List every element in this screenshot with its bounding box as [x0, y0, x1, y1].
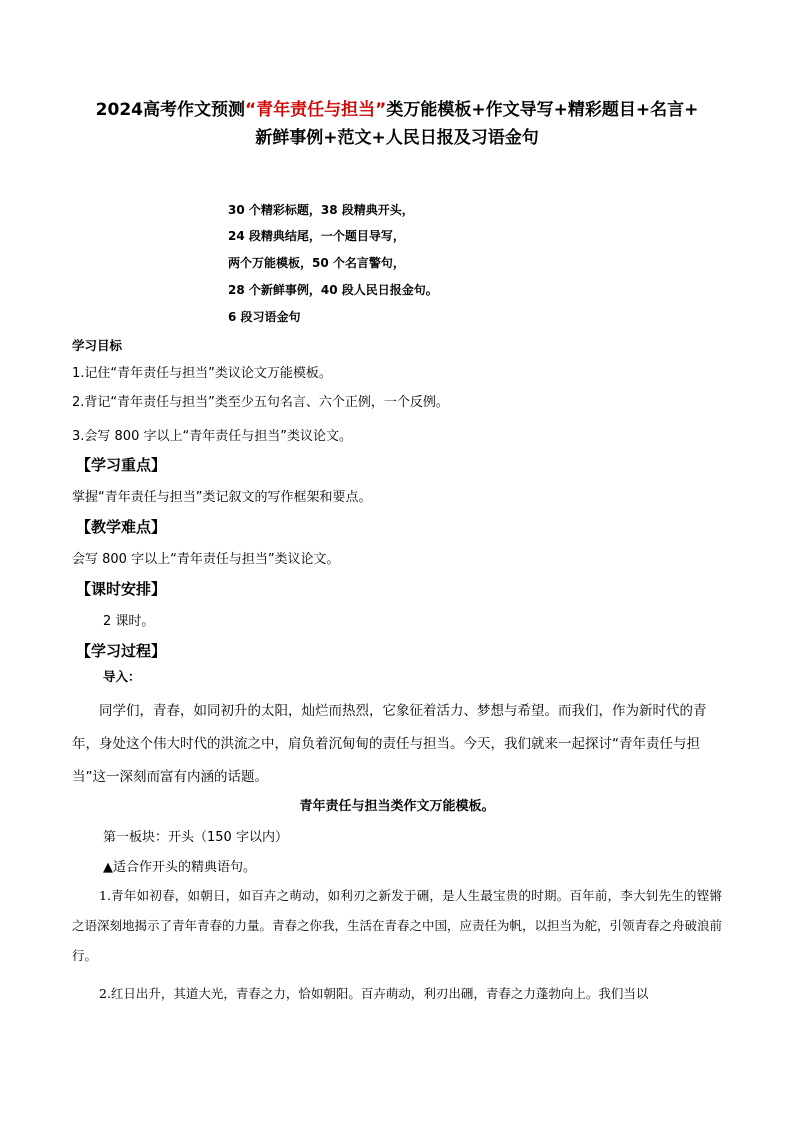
schedule-heading: 【课时安排】	[76, 580, 167, 598]
schedule-text: 2 课时。	[103, 614, 155, 629]
difficulty-text: 会写 800 字以上“青年责任与担当”类议论文。	[72, 552, 340, 567]
document-title-line1	[60, 96, 734, 124]
summary-line: 24 段精典结尾，一个题目导写，	[228, 229, 405, 243]
key-points-heading: 【学习重点】	[76, 456, 167, 474]
goal-item: 1.记住“青年责任与担当”类议论文万能模板。	[72, 366, 332, 381]
template-title: 青年责任与担当类作文万能模板。	[299, 799, 495, 814]
summary-line: 28 个新鲜事例，40 段人民日报金句。	[228, 283, 438, 297]
difficulty-heading: 【教学难点】	[76, 518, 167, 536]
intro-label: 导入：	[103, 669, 141, 684]
title-suffix: 类万能模板+作文导写+精彩题目+名言+	[386, 100, 699, 120]
goals-label: 学习目标	[72, 338, 123, 353]
intro-paragraph: 同学们，青春，如同初升的太阳，灿烂而热烈，它象征着活力、梦想与希望。而我们，作为新时代的青年，身处这个伟大时代的洪流之中，肩负着沉甸甸的责任与担当。今天，我们就来一起探讨“青年责任与担当”这一深刻而富有内涵的话题。	[72, 703, 707, 785]
block1-label: 第一板块：开头（150 字以内）	[103, 830, 288, 845]
key-points-text: 掌握“青年责任与担当”类记叙文的写作框架和要点。	[72, 490, 372, 505]
opening-example-2: 2.红日出升，其道大光，青春之力，恰如朝阳。百卉萌动，利刃出硎，青春之力蓬勃向上。我们当以	[99, 986, 649, 1001]
process-heading: 【学习过程】	[76, 642, 167, 660]
summary-line: 30 个精彩标题，38 段精典开头，	[228, 203, 414, 217]
document-title-line2: 新鲜事例+范文+人民日报及习语金句	[255, 128, 539, 148]
title-prefix: 2024高考作文预测	[95, 100, 245, 120]
goal-item: 2.背记“青年责任与担当”类至少五句名言、六个正例，一个反例。	[72, 395, 449, 410]
summary-line: 6 段习语金句	[228, 310, 301, 324]
template-sub-label: ▲适合作开头的精典语句。	[103, 860, 256, 875]
summary-line: 两个万能模板，50 个名言警句，	[228, 256, 405, 270]
title-highlight: “青年责任与担当”	[244, 100, 387, 120]
opening-example-1: 1.青年如初春，如朝日，如百卉之萌动，如利刃之新发于硎，是人生最宝贵的时期。百年前，李大钊先生的铿锵之语深刻地揭示了青年青春的力量。青春之你我，生活在青春之中国，应责任为帆，以担当为舵，引领青春之舟破浪前行。	[72, 888, 723, 963]
goal-item: 3.会写 800 字以上“青年责任与担当”类议论文。	[72, 429, 352, 444]
